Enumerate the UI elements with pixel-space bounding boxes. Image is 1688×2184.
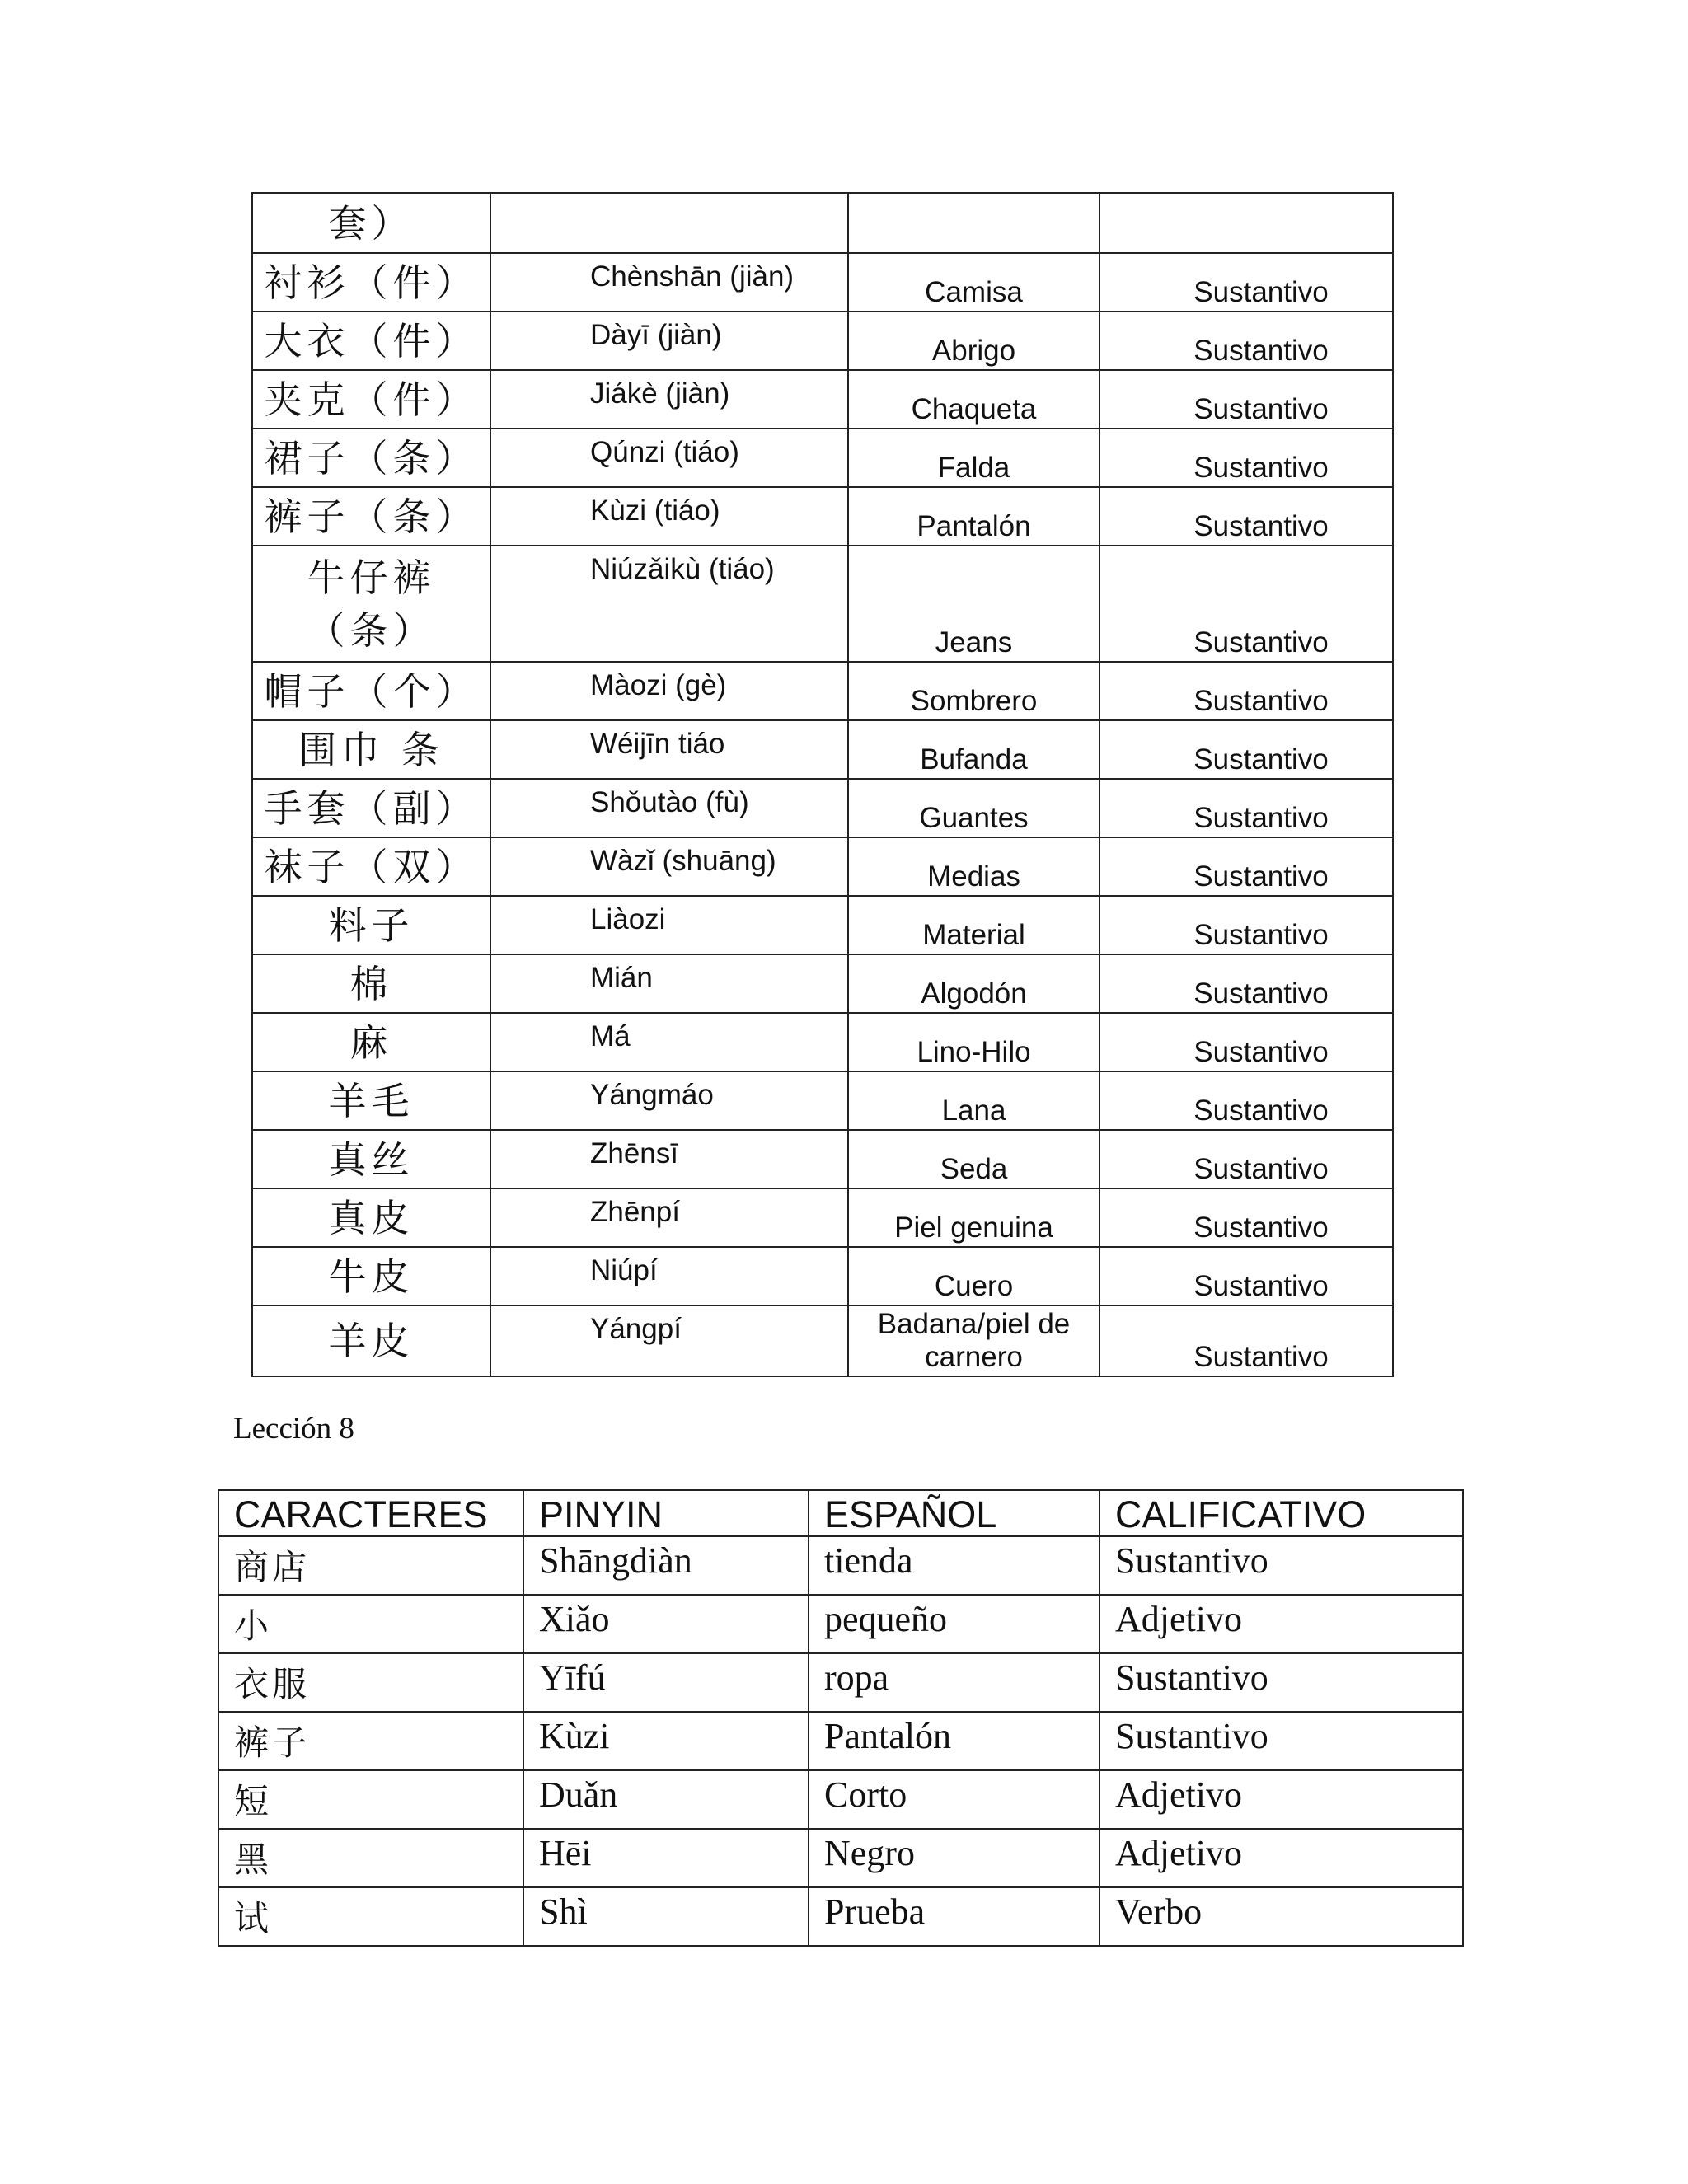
spanish-cell: Camisa: [848, 253, 1100, 312]
pinyin-cell: Yángmáo: [490, 1071, 848, 1130]
table-row: [252, 253, 1393, 312]
category-cell: Sustantivo: [1100, 1653, 1463, 1712]
pinyin-cell: Niúpí: [490, 1247, 848, 1305]
spanish-cell: Material: [848, 896, 1100, 954]
characters-cell: 袜子（双）: [252, 837, 490, 896]
pinyin-cell: Zhēnpí: [490, 1188, 848, 1247]
characters-cell: 裤子（条）: [252, 487, 490, 546]
spanish-cell: Falda: [848, 429, 1100, 487]
table-row: [252, 1013, 1393, 1071]
spanish-cell: pequeño: [809, 1595, 1100, 1653]
pinyin-cell: Dàyī (jiàn): [490, 312, 848, 370]
spanish-cell: Bufanda: [848, 720, 1100, 779]
pinyin-cell: Jiákè (jiàn): [490, 370, 848, 429]
characters-cell: 棉: [252, 954, 490, 1013]
spanish-cell: Algodón: [848, 954, 1100, 1013]
table-row: [252, 429, 1393, 487]
category-cell: Sustantivo: [1100, 487, 1393, 546]
table-row: [252, 193, 1393, 253]
spanish-cell: Pantalón: [848, 487, 1100, 546]
lesson-heading: Lección 8: [233, 1412, 354, 1446]
column-header-pinyin: PINYIN: [523, 1490, 809, 1536]
pinyin-cell: Chènshān (jiàn): [490, 253, 848, 312]
characters-cell: 套）: [252, 193, 490, 253]
characters-cell: 麻: [252, 1013, 490, 1071]
pinyin-cell: [490, 193, 848, 253]
category-cell: Sustantivo: [1100, 1071, 1393, 1130]
table-row: [252, 954, 1393, 1013]
category-cell: Sustantivo: [1100, 896, 1393, 954]
table-row: [252, 1305, 1393, 1376]
column-header-category: CALIFICATIVO: [1100, 1490, 1463, 1536]
category-cell: Sustantivo: [1100, 662, 1393, 720]
table-row: [252, 662, 1393, 720]
category-cell: Sustantivo: [1100, 1305, 1393, 1376]
pinyin-cell: Kùzi: [523, 1712, 809, 1770]
spanish-cell: ropa: [809, 1653, 1100, 1712]
category-cell: Sustantivo: [1100, 1536, 1463, 1595]
characters-cell: 真皮: [252, 1188, 490, 1247]
characters-cell: 大衣（件）: [252, 312, 490, 370]
spanish-cell: Piel genuina: [848, 1188, 1100, 1247]
table-row: [252, 370, 1393, 429]
characters-cell: 短: [218, 1770, 523, 1829]
pinyin-cell: Wàzǐ (shuāng): [490, 837, 848, 896]
category-cell: Verbo: [1100, 1887, 1463, 1946]
spanish-cell: tienda: [809, 1536, 1100, 1595]
pinyin-cell: Hēi: [523, 1829, 809, 1887]
spanish-cell: Guantes: [848, 779, 1100, 837]
spanish-cell: Corto: [809, 1770, 1100, 1829]
table-row: [252, 837, 1393, 896]
category-cell: Adjetivo: [1100, 1595, 1463, 1653]
lesson-8-table-body: [218, 1536, 1463, 1946]
vocabulary-table-body: [252, 193, 1393, 1376]
pinyin-cell: Mián: [490, 954, 848, 1013]
table-row: [252, 312, 1393, 370]
category-cell: Sustantivo: [1100, 1712, 1463, 1770]
pinyin-cell: Wéijīn tiáo: [490, 720, 848, 779]
spanish-cell: Seda: [848, 1130, 1100, 1188]
header-row: [218, 1490, 1463, 1536]
table-row: [252, 1188, 1393, 1247]
pinyin-cell: Duǎn: [523, 1770, 809, 1829]
spanish-cell: Badana/piel de carnero: [848, 1305, 1100, 1376]
column-header-spanish: ESPAÑOL: [809, 1490, 1100, 1536]
category-cell: Adjetivo: [1100, 1770, 1463, 1829]
characters-cell: 羊毛: [252, 1071, 490, 1130]
characters-cell: 夹克（件）: [252, 370, 490, 429]
table-row: [252, 487, 1393, 546]
characters-cell: 牛皮: [252, 1247, 490, 1305]
spanish-cell: [848, 193, 1100, 253]
pinyin-cell: Xiǎo: [523, 1595, 809, 1653]
pinyin-cell: Má: [490, 1013, 848, 1071]
pinyin-cell: Yīfú: [523, 1653, 809, 1712]
category-cell: Sustantivo: [1100, 429, 1393, 487]
characters-cell: [252, 546, 490, 662]
spanish-cell: Lana: [848, 1071, 1100, 1130]
table-row: [218, 1829, 1463, 1887]
spanish-cell: Abrigo: [848, 312, 1100, 370]
table-row: [218, 1653, 1463, 1712]
vocabulary-table-continued: [251, 192, 1394, 1377]
pinyin-cell: Shāngdiàn: [523, 1536, 809, 1595]
table-row: [218, 1536, 1463, 1595]
pinyin-cell: Niúzǎikù (tiáo): [490, 546, 848, 662]
characters-cell: 衣服: [218, 1653, 523, 1712]
table-row: [218, 1887, 1463, 1946]
spanish-cell: Medias: [848, 837, 1100, 896]
table-row: [252, 546, 1393, 662]
table-row: [252, 1071, 1393, 1130]
table-row: [252, 720, 1393, 779]
category-cell: Sustantivo: [1100, 1188, 1393, 1247]
category-cell: Adjetivo: [1100, 1829, 1463, 1887]
category-cell: Sustantivo: [1100, 253, 1393, 312]
category-cell: Sustantivo: [1100, 1247, 1393, 1305]
category-cell: Sustantivo: [1100, 370, 1393, 429]
spanish-cell: Jeans: [848, 546, 1100, 662]
category-cell: Sustantivo: [1100, 1130, 1393, 1188]
characters-cell: 小: [218, 1595, 523, 1653]
spanish-cell: Chaqueta: [848, 370, 1100, 429]
table-row: [218, 1712, 1463, 1770]
pinyin-cell: Yángpí: [490, 1305, 848, 1376]
category-cell: [1100, 193, 1393, 253]
spanish-cell: Prueba: [809, 1887, 1100, 1946]
pinyin-cell: Zhēnsī: [490, 1130, 848, 1188]
category-cell: Sustantivo: [1100, 779, 1393, 837]
characters-cell: 试: [218, 1887, 523, 1946]
pinyin-cell: Shì: [523, 1887, 809, 1946]
spanish-cell: Pantalón: [809, 1712, 1100, 1770]
characters-cell: 商店: [218, 1536, 523, 1595]
category-cell: Sustantivo: [1100, 312, 1393, 370]
category-cell: Sustantivo: [1100, 720, 1393, 779]
table-header: [218, 1490, 1463, 1536]
category-cell: Sustantivo: [1100, 546, 1393, 662]
table-row: [252, 1130, 1393, 1188]
category-cell: Sustantivo: [1100, 1013, 1393, 1071]
table-row: [218, 1595, 1463, 1653]
characters-cell: 帽子（个）: [252, 662, 490, 720]
characters-cell: 羊皮: [252, 1305, 490, 1376]
pinyin-cell: Liàozi: [490, 896, 848, 954]
pinyin-cell: Shǒutào (fù): [490, 779, 848, 837]
pinyin-cell: Kùzi (tiáo): [490, 487, 848, 546]
characters-cell: 料子: [252, 896, 490, 954]
spanish-cell: Cuero: [848, 1247, 1100, 1305]
lesson-8-vocabulary-table: [218, 1489, 1464, 1947]
spanish-cell: Lino-Hilo: [848, 1013, 1100, 1071]
characters-cell: 真丝: [252, 1130, 490, 1188]
table-row: [252, 779, 1393, 837]
table-row: [252, 1247, 1393, 1305]
column-header-characters: CARACTERES: [218, 1490, 523, 1536]
spanish-cell: Negro: [809, 1829, 1100, 1887]
pinyin-cell: Màozi (gè): [490, 662, 848, 720]
table-row: [252, 896, 1393, 954]
characters-text: 牛仔裤（条）: [307, 555, 436, 653]
characters-cell: 衬衫（件）: [252, 253, 490, 312]
characters-cell: 裤子: [218, 1712, 523, 1770]
pinyin-cell: Qúnzi (tiáo): [490, 429, 848, 487]
characters-cell: 围巾 条: [252, 720, 490, 779]
characters-cell: 手套（副）: [252, 779, 490, 837]
table-row: [218, 1770, 1463, 1829]
spanish-cell: Sombrero: [848, 662, 1100, 720]
category-cell: Sustantivo: [1100, 837, 1393, 896]
characters-cell: 裙子（条）: [252, 429, 490, 487]
category-cell: Sustantivo: [1100, 954, 1393, 1013]
characters-cell: 黑: [218, 1829, 523, 1887]
